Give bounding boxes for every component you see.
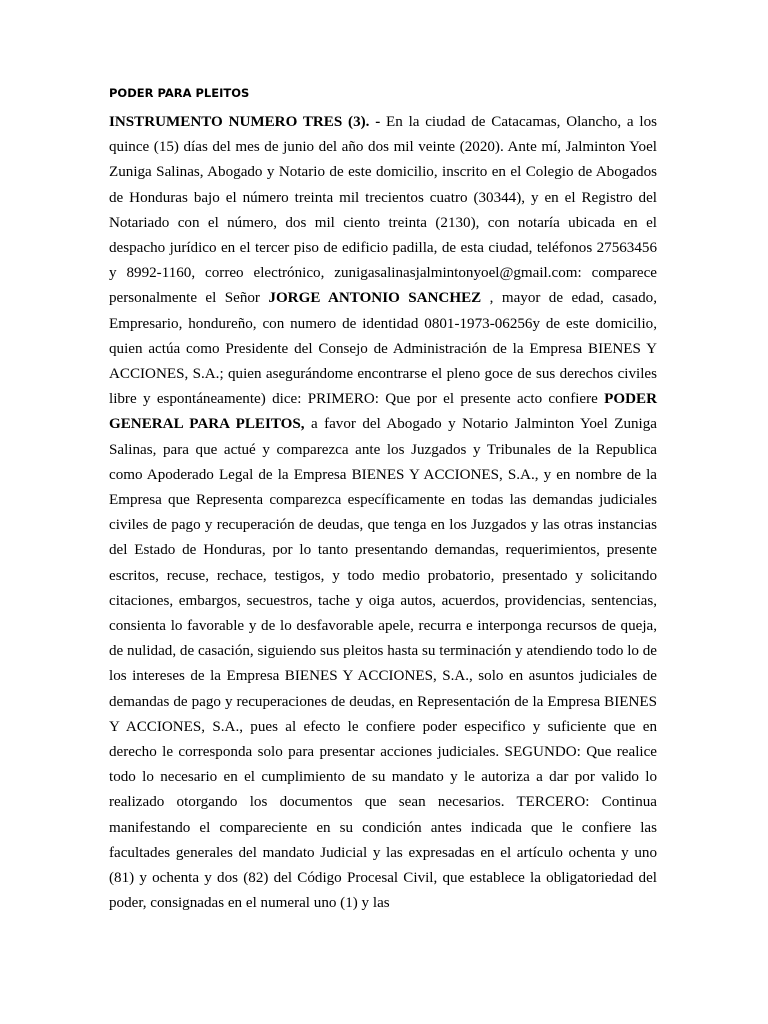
instrument-title: INSTRUMENTO NUMERO TRES (3). - [109,114,381,130]
power-type: PODER GENERAL PARA PLEITOS, [109,391,657,433]
document-body [109,110,657,917]
document-heading: PODER PARA PLEITOS [109,86,250,100]
body-text-clauses: a favor del Abogado y Notario Jalminton Yoel Zuniga Salinas, para que actué y comparezca ante los Juzgados y Tribunales de la Republica como Apoderado Legal de la Empresa BIENES Y ACCIONES, S.A., y en nombre de la Empresa que Representa comparezca específicamente en todas las demandas judiciales civiles de pago y recuperación de deudas, que tenga en los Juzgados y las otras instancias del Estado de Honduras, por lo tanto presentando demandas, requerimientos, presente escritos, recuse, rechace, testigos, y todo medio probatorio, presentado y solicitando citaciones, embargos, secuestros, tache y oiga autos, acuerdos, providencias, sentencias, consienta lo favorable y de lo desfavorable apele, recurra e interponga recursos de queja, de nulidad, de casación, siguiendo sus pleitos hasta su terminación y atendiendo todo lo de los intereses de la Empresa BIENES Y ACCIONES, S.A., solo en asuntos judiciales de demandas de pago y recuperaciones de deudas, en Representación de la Empresa BIENES Y ACCIONES, S.A., pues al efecto le confiere poder especifico y suficiente que en derecho le corresponda solo para presentar acciones judiciales. SEGUNDO: Que realice todo lo necesario en el cumplimiento de su mandato y le autoriza a dar por valido lo realizado otorgando los documentos que sean necesarios. TERCERO: Continua manifestando el compareciente en su condición antes indicada que le confiere las facultades generales del mandato Judicial y las expresadas en el artículo ochenta y uno (81) y ochenta y dos (82) del Código Procesal Civil, que establece la obligatoriedad del poder, consignadas en el numeral uno (1) y las [109,416,657,912]
body-text-intro: En la ciudad de Catacamas, Olancho, a los quince (15) días del mes de junio del año dos mil veinte (2020). Ante mí, Jalminton Yoel Zuniga Salinas, Abogado y Notario de este domicilio, inscrito en el Colegio de Abogados de Honduras bajo el número treinta mil trecientos cuatro (30344), y en el Registro del Notariado con el número, dos mil ciento treinta (2130), con notaría ubicada en el despacho jurídico en el tercer piso de edificio padilla, de esta ciudad, teléfonos 27563456 y 8992-1160, correo electrónico, zunigasalinasjalmintonyoel@gmail.com: comparece personalmente el Señor [109,114,657,307]
body-text-grantor: , mayor de edad, casado, Empresario, hondureño, con numero de identidad 0801-1973-06256y de este domicilio, quien actúa como Presidente del Consejo de Administración de la Empresa BIENES Y ACCIONES, S.A.; quien asegurándome encontrarse el pleno goce de sus derechos civiles libre y espontáneamente) dice: PRIMERO: Que por el presente acto confiere [109,290,657,408]
grantor-name: JORGE ANTONIO SANCHEZ [268,290,482,307]
